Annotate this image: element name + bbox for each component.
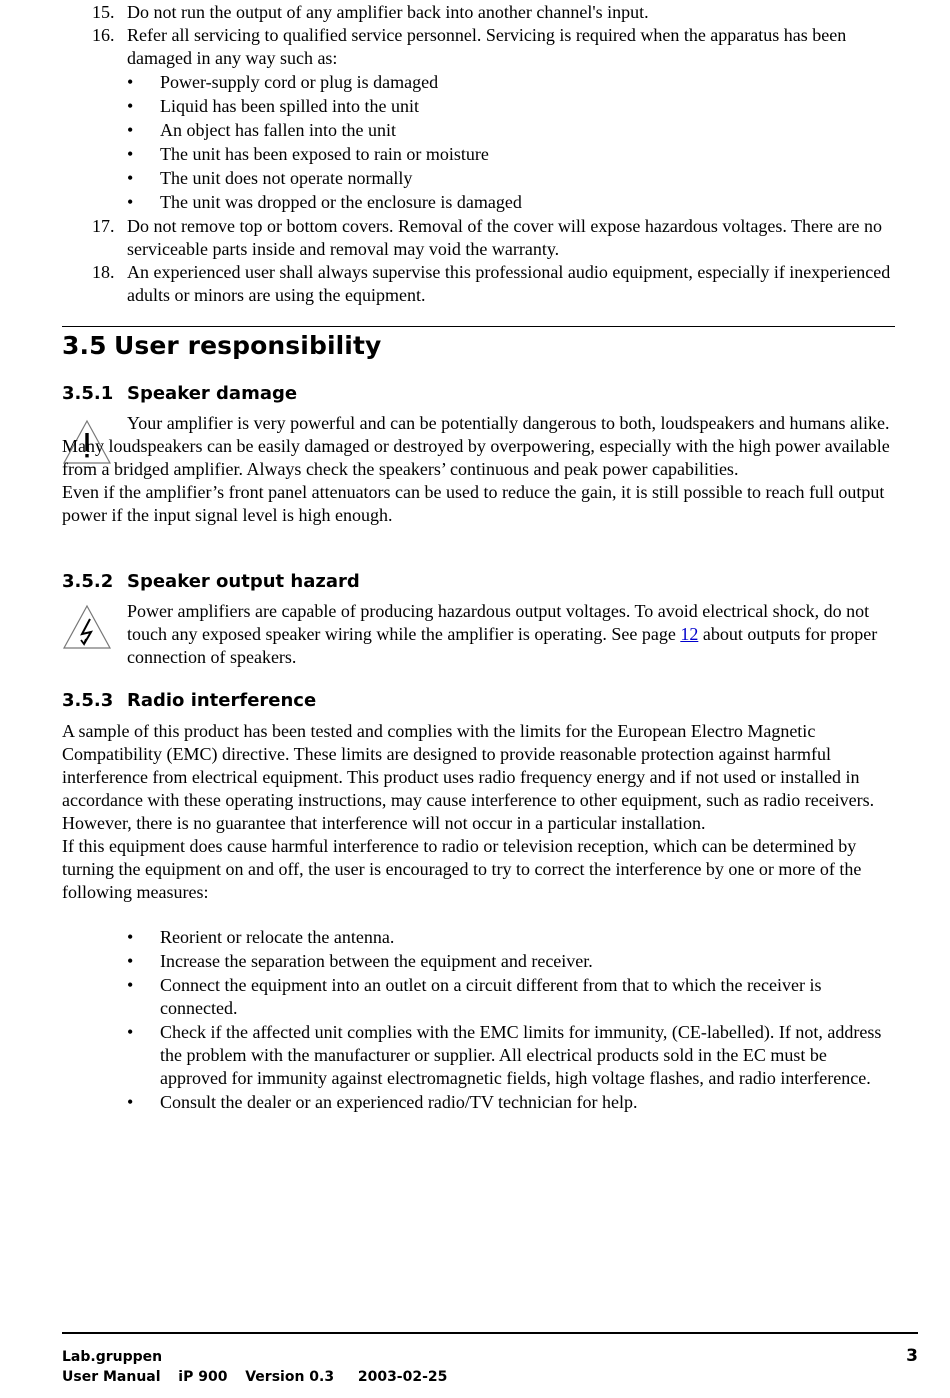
list-item bbox=[62, 261, 902, 307]
bullet-item bbox=[127, 191, 902, 214]
bullet-text: The unit has been exposed to rain or moisture bbox=[160, 144, 489, 164]
subsection-heading-output-hazard bbox=[62, 571, 360, 592]
bullet-item bbox=[127, 926, 893, 949]
speaker-damage-para2: Even if the amplifier’s front panel attenuators can be used to reduce the gain, it is still possible to reach full output power if the input signal level is high enough. bbox=[62, 482, 885, 525]
footer-company: Lab.gruppen bbox=[62, 1349, 163, 1365]
radio-interference-para2: If this equipment does cause harmful interference to radio or television reception, which can be determined by turning the equipment on and off, the user is encouraged to try to correct the interference by one or more of the following measures: bbox=[62, 836, 862, 902]
section-title: User responsibility bbox=[114, 331, 382, 360]
item-number: 17. bbox=[92, 216, 115, 236]
bullet-text: Power-supply cord or plug is damaged bbox=[160, 72, 439, 92]
subsection-title: Speaker damage bbox=[127, 383, 298, 404]
item-text: Do not remove top or bottom covers. Removal of the cover will expose hazardous voltages. There are no serviceable parts inside and removal may void the warranty. bbox=[127, 216, 882, 259]
bullet-text: An object has fallen into the unit bbox=[160, 120, 396, 140]
item-number: 16. bbox=[92, 25, 115, 45]
subsection-heading-radio-interference bbox=[62, 690, 316, 711]
bullet-text: Check if the affected unit complies with the EMC limits for immunity, (CE-labelled). If not, address the problem with the manufacturer or supplier. All electrical products sold in the EC must be approved for immunity against electromagnetic fields, high voltage flashes, and radio interference. bbox=[160, 1022, 882, 1088]
bullet-icon: • bbox=[127, 951, 134, 971]
bullet-icon: • bbox=[127, 144, 134, 164]
bullet-text: Liquid has been spilled into the unit bbox=[160, 96, 419, 116]
speaker-damage-text bbox=[62, 412, 894, 527]
radio-interference-text bbox=[62, 720, 894, 904]
footer-date: 2003-02-25 bbox=[357, 1369, 448, 1385]
bullet-icon: • bbox=[127, 975, 134, 995]
subsection-title: Speaker output hazard bbox=[127, 571, 360, 592]
bullet-icon: • bbox=[127, 120, 134, 140]
bullet-text: The unit does not operate normally bbox=[160, 168, 413, 188]
bullet-icon: • bbox=[127, 1022, 134, 1042]
bullet-item bbox=[127, 974, 893, 1020]
damage-conditions-list bbox=[127, 71, 902, 214]
subsection-heading-speaker-damage bbox=[62, 383, 297, 404]
emc-measures-list bbox=[127, 926, 893, 1115]
footer-divider bbox=[62, 1332, 918, 1334]
item-text: Refer all servicing to qualified service personnel. Servicing is required when the apparatus has been damaged in any way such as: bbox=[127, 25, 847, 68]
subsection-number: 3.5.3 bbox=[62, 690, 114, 711]
item-text: Do not run the output of any amplifier back into another channel's input. bbox=[127, 2, 649, 22]
bullet-icon: • bbox=[127, 192, 134, 212]
footer-doc-info bbox=[62, 1369, 447, 1385]
list-item bbox=[62, 1, 902, 24]
footer-version: Version 0.3 bbox=[245, 1369, 335, 1385]
bullet-text: Increase the separation between the equipment and receiver. bbox=[160, 951, 593, 971]
bullet-icon: • bbox=[127, 927, 134, 947]
section-divider bbox=[62, 326, 895, 327]
item-number: 18. bbox=[92, 262, 115, 282]
bullet-icon: • bbox=[127, 1092, 134, 1112]
item-text: An experienced user shall always supervise this professional audio equipment, especially if inexperienced adults or minors are using the equipment. bbox=[127, 262, 891, 305]
list-item bbox=[62, 24, 902, 214]
bullet-icon: • bbox=[127, 96, 134, 116]
bullet-item bbox=[127, 167, 902, 190]
bullet-text: The unit was dropped or the enclosure is damaged bbox=[160, 192, 522, 212]
bullet-icon: • bbox=[127, 72, 134, 92]
speaker-damage-para1: Your amplifier is very powerful and can be potentially dangerous to both, loudspeakers and humans alike. Many loudspeakers can be easily damaged or destroyed by overpowering, especially with the high power available from a bridged amplifier. Always check the speakers’ continuous and peak power capabilities. bbox=[62, 413, 890, 479]
output-hazard-text-before: Power amplifiers are capable of producing hazardous output voltages. To avoid electrical shock, do not touch any exposed speaker wiring while the amplifier is operating. See page bbox=[127, 601, 870, 644]
bullet-text: Reorient or relocate the antenna. bbox=[160, 927, 395, 947]
safety-instructions-list bbox=[62, 1, 902, 307]
output-hazard-text-after: about outputs for proper connection of speakers. bbox=[127, 624, 878, 667]
bullet-item bbox=[127, 1021, 893, 1090]
electric-shock-warning-icon bbox=[62, 604, 112, 650]
subsection-number: 3.5.2 bbox=[62, 571, 114, 592]
radio-interference-para1: A sample of this product has been tested and complies with the limits for the European Electro Magnetic Compatibility (EMC) directive. These limits are designed to provide reasonable protection against harmful interference from electrical equipment. This product uses radio frequency energy and if not used or installed in accordance with these operating instructions, may cause interference to other equipment, such as radio receivers. However, there is no guarantee that interference will not occur in a particular installation. bbox=[62, 721, 875, 833]
subsection-title: Radio interference bbox=[127, 690, 317, 711]
bullet-text: Consult the dealer or an experienced radio/TV technician for help. bbox=[160, 1092, 638, 1112]
output-hazard-text bbox=[127, 600, 894, 669]
bullet-item bbox=[127, 950, 893, 973]
bullet-text: Connect the equipment into an outlet on a circuit different from that to which the receiver is connected. bbox=[160, 975, 822, 1018]
section-heading bbox=[62, 331, 381, 360]
page-12-link[interactable]: 12 bbox=[680, 624, 699, 644]
bullet-item bbox=[127, 143, 902, 166]
section-number: 3.5 bbox=[62, 331, 107, 360]
page-number: 3 bbox=[906, 1346, 918, 1366]
subsection-number: 3.5.1 bbox=[62, 383, 114, 404]
bullet-item bbox=[127, 71, 902, 94]
bullet-item bbox=[127, 1091, 893, 1114]
bullet-icon: • bbox=[127, 168, 134, 188]
bullet-item bbox=[127, 119, 902, 142]
item-number: 15. bbox=[92, 2, 115, 22]
footer-model: iP 900 bbox=[178, 1369, 228, 1385]
list-item bbox=[62, 215, 902, 261]
bullet-item bbox=[127, 95, 902, 118]
footer-doc-title: User Manual bbox=[62, 1369, 161, 1385]
